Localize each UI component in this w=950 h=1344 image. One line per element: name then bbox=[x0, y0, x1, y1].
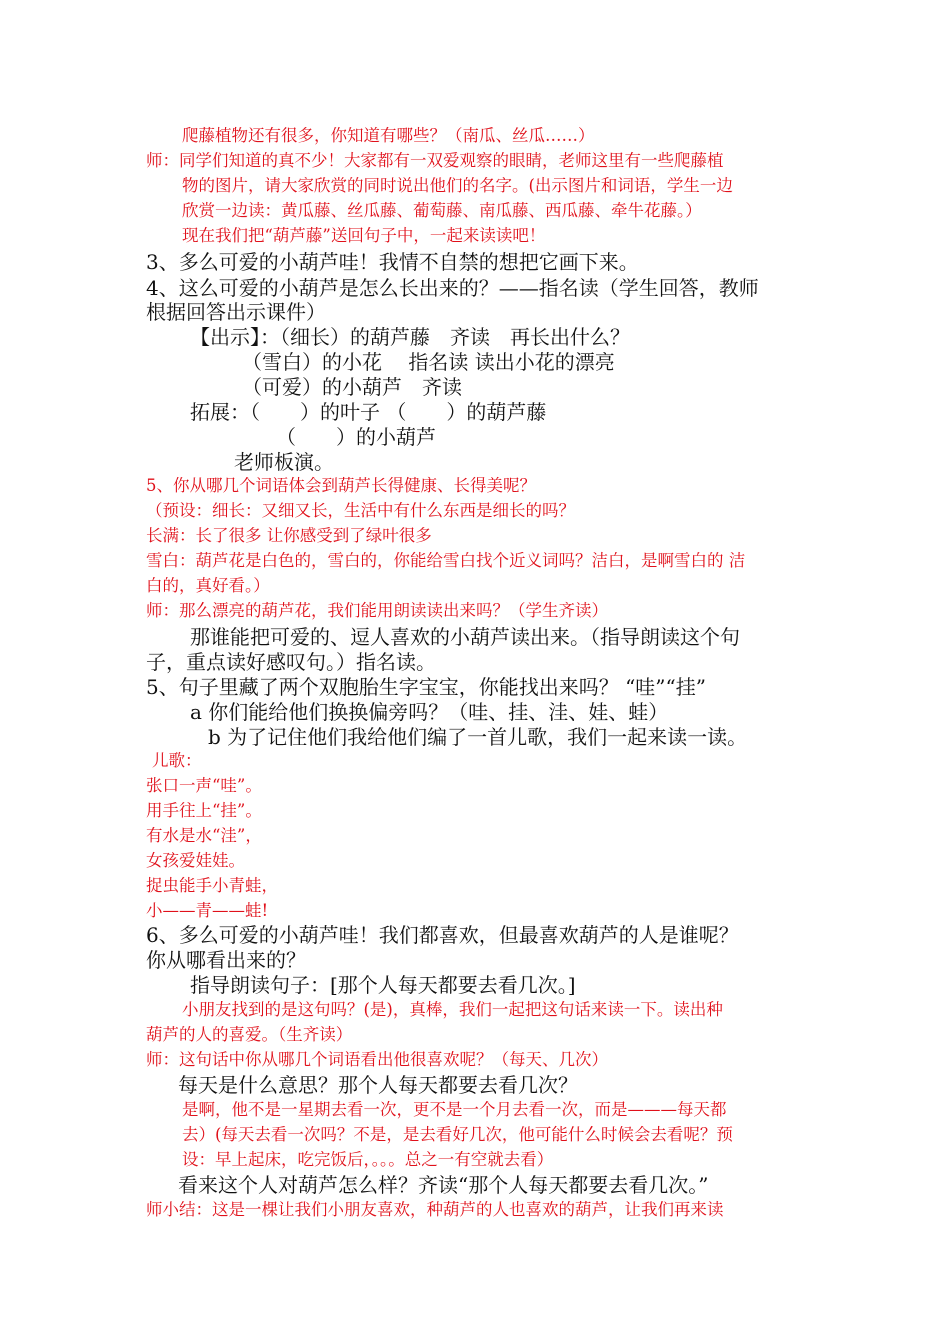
text-line: 雪白：葫芦花是白色的，雪白的，你能给雪白找个近义词吗？洁白，是啊雪白的 洁 bbox=[146, 551, 746, 570]
text-line: 有水是水“洼”， bbox=[146, 826, 262, 845]
text-line: 女孩爱娃娃。 bbox=[146, 851, 245, 870]
text-line: 5、你从哪几个词语体会到葫芦长得健康、长得美呢？ bbox=[146, 476, 536, 495]
text-line: a 你们能给他们换换偏旁吗？（哇、挂、洼、娃、蛙） bbox=[190, 700, 669, 724]
text-line: 物的图片，请大家欣赏的同时说出他们的名字。(出示图片和词语，学生一边 bbox=[182, 176, 733, 195]
text-line: 白的，真好看。） bbox=[146, 576, 270, 595]
text-line: 欣赏一边读：黄瓜藤、丝瓜藤、葡萄藤、南瓜藤、西瓜藤、牵牛花藤。） bbox=[182, 201, 702, 220]
text-line: 那谁能把可爱的、逗人喜欢的小葫芦读出来。（指导朗读这个句 bbox=[190, 625, 740, 649]
text-line: 你从哪看出来的？ bbox=[146, 948, 306, 972]
text-line: 是啊，他不是一星期去看一次，更不是一个月去看一次，而是———每天都 bbox=[182, 1100, 727, 1119]
text-line: 设：早上起床，吃完饭后，。。。总之一有空就去看） bbox=[182, 1150, 554, 1169]
text-line: 师：同学们知道的真不少！大家都有一双爱观察的眼睛，老师这里有一些爬藤植 bbox=[146, 151, 724, 170]
text-line: 小——青——蛙! bbox=[146, 901, 269, 920]
text-line: 现在我们把“葫芦藤”送回句子中，一起来读读吧！ bbox=[182, 226, 546, 245]
text-line: 根据回答出示课件） bbox=[146, 300, 326, 324]
text-line: 5、句子里藏了两个双胞胎生字宝宝，你能找出来吗？ “哇”“挂” bbox=[146, 675, 706, 699]
text-line: 捉虫能手小青蛙， bbox=[146, 876, 278, 895]
text-line: 指导朗读句子：[那个人每天都要去看几次。] bbox=[190, 973, 576, 997]
text-line: （可爱）的小葫芦 齐读 bbox=[242, 375, 462, 399]
text-line: 3、多么可爱的小葫芦哇！我情不自禁的想把它画下来。 bbox=[146, 250, 639, 274]
text-line: 用手往上“挂”。 bbox=[146, 801, 262, 820]
text-line: 拓展：（ ）的叶子 （ ）的葫芦藤 bbox=[190, 400, 547, 424]
text-line: 去）(每天去看一次吗？不是，是去看好几次，他可能什么时候会去看呢？预 bbox=[182, 1125, 733, 1144]
text-line: 看来这个人对葫芦怎么样？齐读“那个人每天都要去看几次。” bbox=[178, 1173, 709, 1197]
text-line: 长满：长了很多 让你感受到了绿叶很多 bbox=[146, 526, 432, 545]
text-line: 张口一声“哇”。 bbox=[146, 776, 262, 795]
text-line: 4、这么可爱的小葫芦是怎么长出来的？——指名读（学生回答，教师 bbox=[146, 276, 759, 300]
text-line: 每天是什么意思？那个人每天都要去看几次？ bbox=[178, 1073, 578, 1097]
text-line: 儿歌： bbox=[152, 751, 202, 770]
text-line: （雪白）的小花 指名读 读出小花的漂亮 bbox=[242, 350, 615, 374]
text-line: 6、多么可爱的小葫芦哇！我们都喜欢，但最喜欢葫芦的人是谁呢？ bbox=[146, 923, 739, 947]
text-line: 老师板演。 bbox=[234, 450, 334, 474]
text-line: （预设：细长：又细又长，生活中有什么东西是细长的吗？ bbox=[146, 501, 575, 520]
text-line: 葫芦的人的喜爱。（生齐读） bbox=[146, 1025, 353, 1044]
text-line: 爬藤植物还有很多，你知道有哪些？（南瓜、丝瓜……） bbox=[182, 126, 595, 145]
text-line: 【出示】：（细长）的葫芦藤 齐读 再长出什么？ bbox=[190, 325, 630, 349]
text-line: b 为了记住他们我给他们编了一首儿歌，我们一起来读一读。 bbox=[208, 725, 748, 749]
text-line: 小朋友找到的是这句吗？(是)，真棒，我们一起把这句话来读一下。读出种 bbox=[182, 1000, 723, 1019]
text-line: 师：这句话中你从哪几个词语看出他很喜欢呢？（每天、几次） bbox=[146, 1050, 608, 1069]
text-line: （ ）的小葫芦 bbox=[276, 425, 436, 449]
text-line: 子，重点读好感叹句。）指名读。 bbox=[146, 650, 436, 674]
text-line: 师小结：这是一棵让我们小朋友喜欢，种葫芦的人也喜欢的葫芦，让我们再来读 bbox=[146, 1200, 724, 1219]
text-line: 师：那么漂亮的葫芦花，我们能用朗读读出来吗？（学生齐读） bbox=[146, 601, 608, 620]
